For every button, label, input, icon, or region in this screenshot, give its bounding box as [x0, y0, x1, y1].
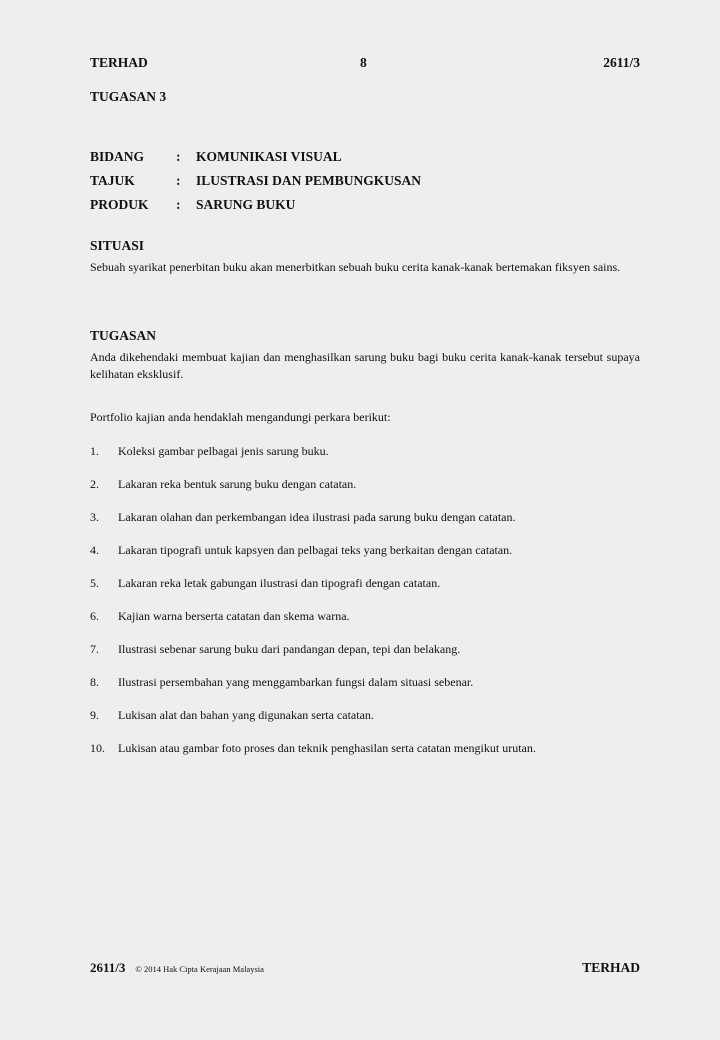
meta-key: PRODUK	[90, 197, 149, 212]
list-text: Lukisan atau gambar foto proses dan teknik penghasilan serta catatan mengikut urutan.	[118, 741, 536, 755]
list-text: Lakaran tipografi untuk kapsyen dan pelbagai teks yang berkaitan dengan catatan.	[118, 543, 513, 557]
portfolio-list	[90, 443, 650, 773]
meta-key: TAJUK	[90, 173, 135, 188]
list-number: 2.	[90, 477, 99, 491]
list-item	[90, 476, 650, 509]
list-item	[90, 740, 650, 773]
list-number: 10.	[90, 741, 105, 755]
list-item	[90, 575, 650, 608]
task-title: TUGASAN 3	[90, 89, 167, 104]
list-item	[90, 443, 650, 476]
header-classification: TERHAD	[90, 55, 148, 70]
meta-value: SARUNG BUKU	[196, 197, 296, 212]
list-number: 5.	[90, 576, 99, 590]
meta-value: ILUSTRASI DAN PEMBUNGKUSAN	[196, 173, 422, 188]
meta-row-produk	[90, 193, 421, 217]
list-text: Kajian warna berserta catatan dan skema warna.	[118, 609, 350, 623]
list-text: Ilustrasi persembahan yang menggambarkan fungsi dalam situasi sebenar.	[118, 675, 474, 689]
situasi-text: Sebuah syarikat penerbitan buku akan menerbitkan sebuah buku cerita kanak-kanak bertemakan fiksyen sains.	[90, 260, 621, 274]
meta-row-tajuk	[90, 169, 421, 193]
situasi-heading: SITUASI	[90, 238, 145, 253]
header-paper-code: 2611/3	[603, 55, 640, 70]
portfolio-intro: Portfolio kajian anda hendaklah mengandungi perkara berikut:	[90, 410, 391, 424]
list-item	[90, 608, 650, 641]
list-item	[90, 707, 650, 740]
list-text: Ilustrasi sebenar sarung buku dari pandangan depan, tepi dan belakang.	[118, 642, 461, 656]
list-number: 3.	[90, 510, 99, 524]
meta-row-bidang	[90, 145, 421, 169]
list-item	[90, 542, 650, 575]
list-number: 4.	[90, 543, 99, 557]
footer-copyright: © 2014 Hak Cipta Kerajaan Malaysia	[135, 964, 264, 974]
task-meta-block	[90, 145, 421, 217]
meta-colon: :	[176, 197, 181, 212]
list-item	[90, 674, 650, 707]
page-footer	[90, 959, 640, 977]
tugasan-text: Anda dikehendaki membuat kajian dan menghasilkan sarung buku bagi buku cerita kanak-kanak tersebut supaya kelihatan eksklusif.	[90, 350, 640, 381]
list-number: 1.	[90, 444, 99, 458]
tugasan-section	[90, 328, 640, 383]
footer-classification: TERHAD	[582, 960, 640, 975]
footer-paper-code: 2611/3	[90, 960, 126, 975]
footer-left	[90, 959, 264, 977]
list-text: Lakaran olahan dan perkembangan idea ilustrasi pada sarung buku dengan catatan.	[118, 510, 516, 524]
tugasan-heading: TUGASAN	[90, 328, 157, 343]
page-number: 8	[360, 55, 367, 70]
list-text: Lukisan alat dan bahan yang digunakan serta catatan.	[118, 708, 374, 722]
meta-colon: :	[176, 173, 181, 188]
list-item	[90, 509, 650, 542]
meta-value: KOMUNIKASI VISUAL	[196, 149, 342, 164]
meta-key: BIDANG	[90, 149, 145, 164]
list-number: 6.	[90, 609, 99, 623]
meta-colon: :	[176, 149, 181, 164]
list-text: Lakaran reka letak gabungan ilustrasi dan tipografi dengan catatan.	[118, 576, 441, 590]
list-number: 8.	[90, 675, 99, 689]
list-item	[90, 641, 650, 674]
list-text: Koleksi gambar pelbagai jenis sarung buku.	[118, 444, 329, 458]
list-number: 9.	[90, 708, 99, 722]
situasi-section	[90, 238, 640, 276]
list-text: Lakaran reka bentuk sarung buku dengan catatan.	[118, 477, 357, 491]
list-number: 7.	[90, 642, 99, 656]
